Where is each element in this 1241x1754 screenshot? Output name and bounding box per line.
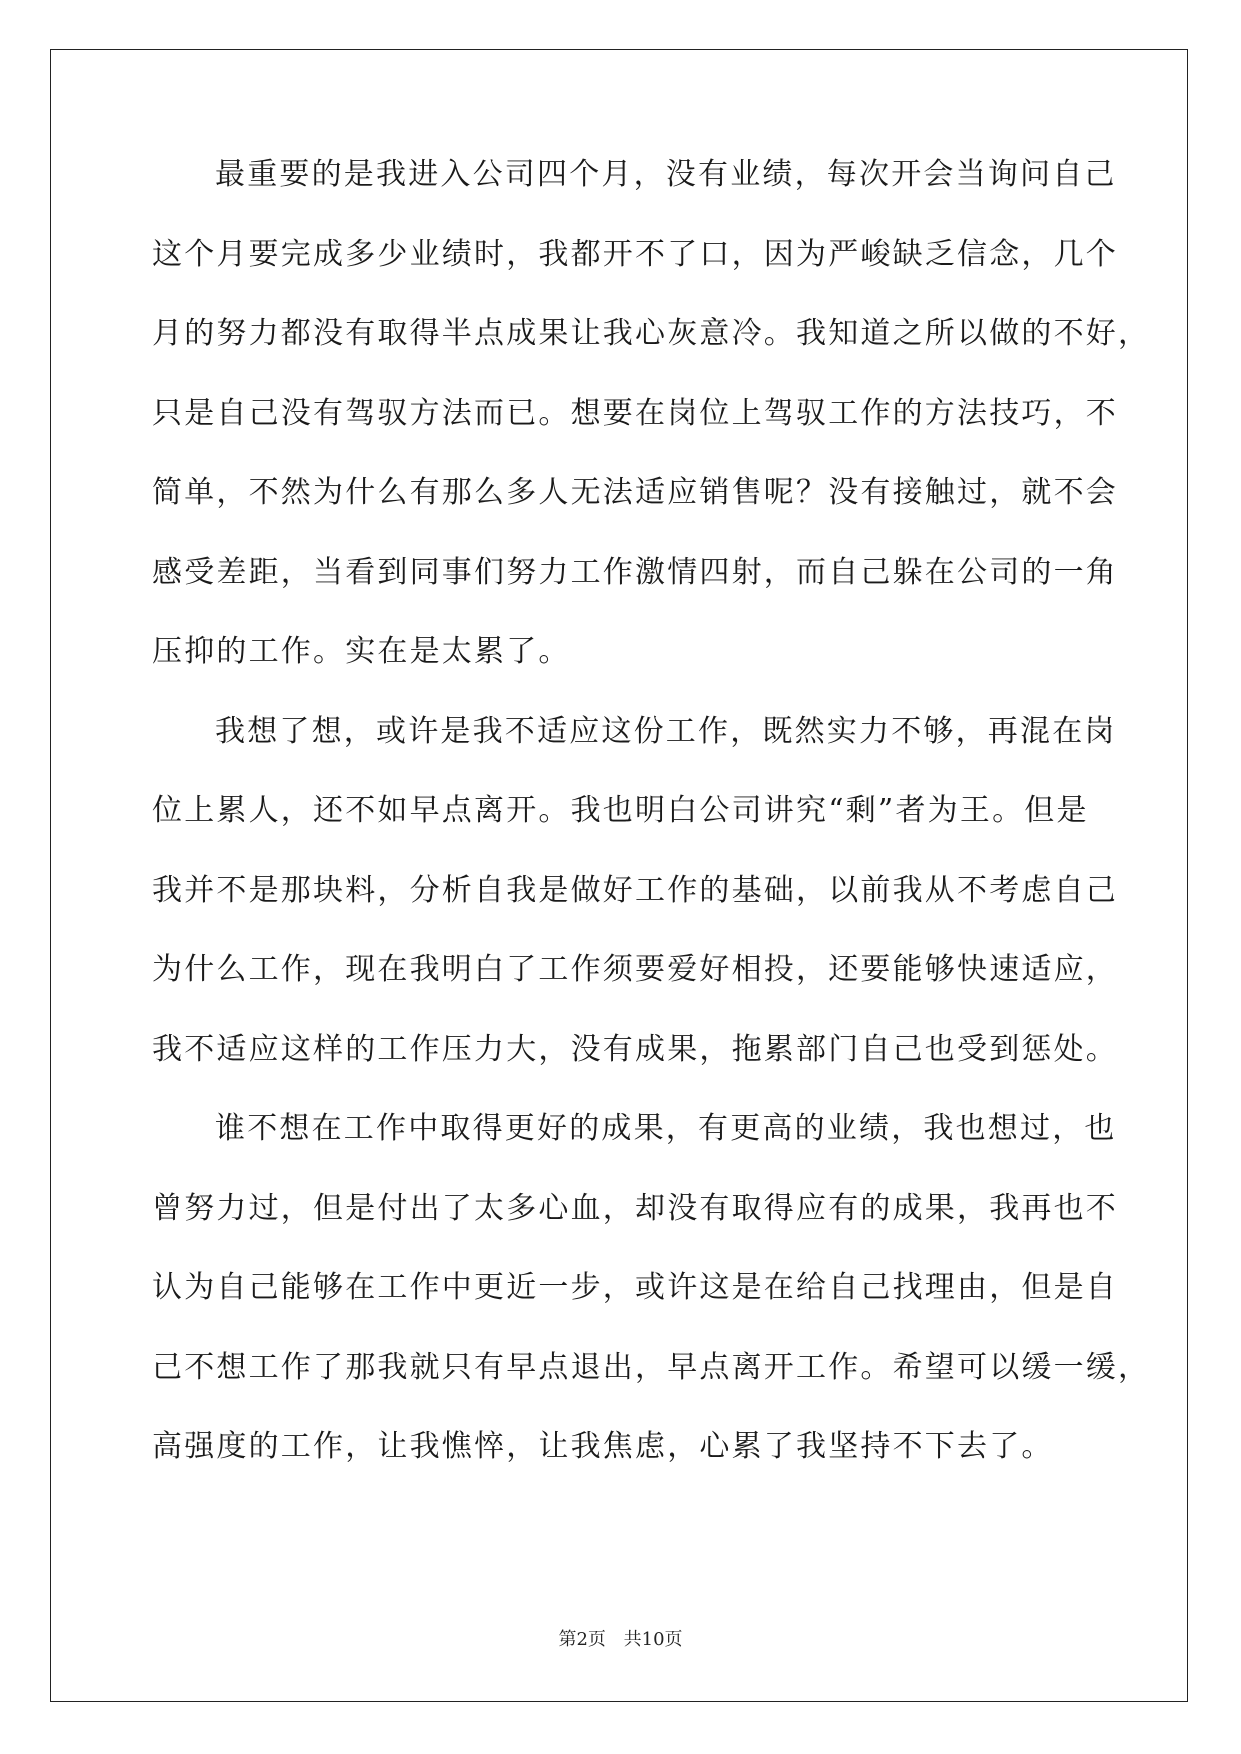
text-line: 简单，不然为什么有那么多人无法适应销售呢？没有接触过，就不会 xyxy=(152,475,1118,510)
text-line: 高强度的工作，让我憔悴，让我焦虑，心累了我坚持不下去了。 xyxy=(152,1429,1054,1464)
text-line: 为什么工作，现在我明白了工作须要爱好相投，还要能够快速适应， xyxy=(152,952,1118,987)
text-line: 我不适应这样的工作压力大，没有成果，拖累部门自己也受到惩处。 xyxy=(152,1031,1118,1067)
text-line: 压抑的工作。实在是太累了。 xyxy=(152,634,571,669)
document-body xyxy=(152,157,1151,1512)
text-line: 谁不想在工作中取得更好的成果，有更高的业绩，我也想过，也 xyxy=(215,1111,1117,1146)
text-line: 月的努力都没有取得半点成果让我心灰意冷。我知道之所以做的不好， xyxy=(152,316,1151,351)
text-line: 感受差距，当看到同事们努力工作激情四射，而自己躲在公司的一角 xyxy=(152,554,1118,590)
text-line: 己不想工作了那我就只有早点退出，早点离开工作。希望可以缓一缓， xyxy=(152,1349,1151,1385)
text-line: 这个月要完成多少业绩时，我都开不了口，因为严峻缺乏信念，几个 xyxy=(152,236,1118,272)
total-pages: 共10页 xyxy=(623,1629,683,1650)
text-line: 我想了想，或许是我不适应这份工作，既然实力不够，再混在岗 xyxy=(215,713,1117,749)
text-line: 最重要的是我进入公司四个月，没有业绩，每次开会当询问自己 xyxy=(215,157,1117,192)
text-line: 曾努力过，但是付出了太多心血，却没有取得应有的成果，我再也不 xyxy=(152,1190,1118,1226)
page-footer xyxy=(0,1625,1241,1651)
text-line: 我并不是那块料，分析自我是做好工作的基础，以前我从不考虑自己 xyxy=(152,872,1118,908)
page-number: 第2页 xyxy=(558,1629,606,1650)
text-line: 认为自己能够在工作中更近一步，或许这是在给自己找理由，但是自 xyxy=(152,1270,1118,1305)
text-line: 只是自己没有驾驭方法而已。想要在岗位上驾驭工作的方法技巧，不 xyxy=(152,395,1118,431)
text-line: 位上累人，还不如早点离开。我也明白公司讲究“剩”者为王。但是 xyxy=(152,793,1089,828)
